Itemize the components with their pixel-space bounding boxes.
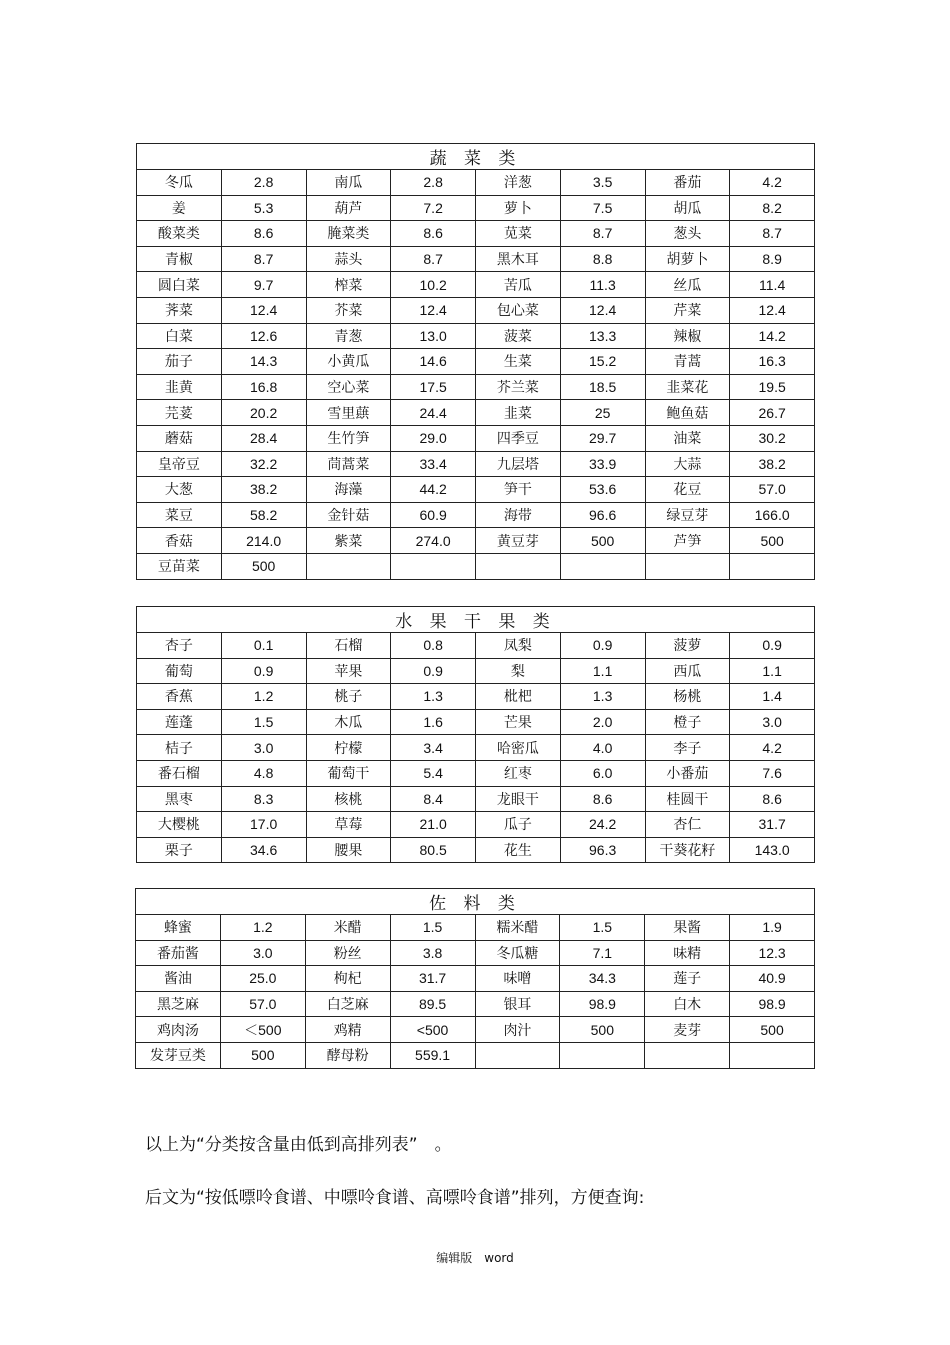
food-name-cell: 大樱桃 [137, 812, 222, 838]
food-name-cell: 油菜 [645, 425, 730, 451]
purine-value-cell: 89.5 [390, 991, 475, 1017]
food-name-cell: 麦芽 [645, 1017, 730, 1043]
food-name-cell: 桂圆干 [645, 786, 730, 812]
food-name-cell: 橙子 [645, 709, 730, 735]
food-name-cell: 九层塔 [476, 451, 561, 477]
purine-value-cell: 8.7 [560, 221, 645, 247]
table-row [137, 425, 815, 451]
food-name-cell: 味噌 [475, 966, 560, 992]
purine-value-cell: 0.9 [730, 633, 815, 659]
purine-value-cell: 2.8 [391, 170, 476, 196]
food-name-cell: 李子 [645, 735, 730, 761]
food-name-cell: 莲子 [645, 966, 730, 992]
food-name-cell: 蘑菇 [137, 425, 222, 451]
purine-value-cell: 2.8 [221, 170, 306, 196]
food-name-cell: 萝卜 [476, 195, 561, 221]
food-name-cell: 海带 [476, 502, 561, 528]
food-name-cell: 杨桃 [645, 684, 730, 710]
purine-value-cell: 0.9 [391, 658, 476, 684]
purine-value-cell: 12.4 [391, 297, 476, 323]
food-name-cell: 小番茄 [645, 760, 730, 786]
purine-value-cell: 8.6 [391, 221, 476, 247]
food-name-cell: 葡萄干 [306, 760, 391, 786]
food-name-cell: 韭菜 [476, 400, 561, 426]
food-name-cell: 圆白菜 [137, 272, 222, 298]
purine-value-cell: 15.2 [560, 349, 645, 375]
purine-value-cell: 500 [560, 1017, 645, 1043]
purine-value-cell: 9.7 [221, 272, 306, 298]
purine-value-cell: 14.2 [730, 323, 815, 349]
purine-value-cell: 8.9 [730, 246, 815, 272]
purine-value-cell: 11.4 [730, 272, 815, 298]
food-name-cell: 杏子 [137, 633, 222, 659]
food-name-cell: 生竹笋 [306, 425, 391, 451]
purine-value-cell: 1.3 [560, 684, 645, 710]
purine-value-cell: 32.2 [221, 451, 306, 477]
purine-value-cell: 3.0 [730, 709, 815, 735]
table-row [136, 966, 815, 992]
food-name-cell: 南瓜 [306, 170, 391, 196]
purine-value-cell: 500 [730, 1017, 815, 1043]
food-name-cell: 绿豆芽 [645, 502, 730, 528]
purine-value-cell: 1.4 [730, 684, 815, 710]
food-name-cell: 苦瓜 [476, 272, 561, 298]
food-name-cell: 鸡肉汤 [136, 1017, 221, 1043]
purine-value-cell: 500 [560, 528, 645, 554]
food-name-cell: 芥菜 [306, 297, 391, 323]
purine-value-cell: 80.5 [391, 837, 476, 863]
food-name-cell: 核桃 [306, 786, 391, 812]
food-name-cell: 芹菜 [645, 297, 730, 323]
table-row [137, 786, 815, 812]
purine-value-cell: 30.2 [730, 425, 815, 451]
purine-value-cell: 31.7 [390, 966, 475, 992]
food-name-cell: 包心菜 [476, 297, 561, 323]
food-name-cell: 黑木耳 [476, 246, 561, 272]
purine-value-cell: 8.2 [730, 195, 815, 221]
purine-value-cell: 8.6 [221, 221, 306, 247]
food-name-cell: 冬瓜糖 [475, 940, 560, 966]
food-name-cell: 苹果 [306, 658, 391, 684]
food-name-cell [476, 553, 561, 579]
food-name-cell: 酱油 [136, 966, 221, 992]
purine-value-cell: 1.5 [221, 709, 306, 735]
purine-value-cell: 500 [221, 553, 306, 579]
food-name-cell: 鲍鱼菇 [645, 400, 730, 426]
purine-value-cell: 12.3 [730, 940, 815, 966]
table-row [137, 374, 815, 400]
table-row [137, 812, 815, 838]
purine-value-cell: 5.3 [221, 195, 306, 221]
purine-value-cell: 38.2 [221, 477, 306, 503]
purine-value-cell: 8.6 [560, 786, 645, 812]
purine-value-cell: 1.1 [730, 658, 815, 684]
table-row [136, 915, 815, 941]
purine-value-cell: <500 [390, 1017, 475, 1043]
purine-value-cell: 6.0 [560, 760, 645, 786]
vegetables-body [137, 170, 815, 580]
seasonings-body [136, 915, 815, 1069]
food-name-cell: 青椒 [137, 246, 222, 272]
purine-value-cell: 34.3 [560, 966, 645, 992]
food-name-cell: 果酱 [645, 915, 730, 941]
food-name-cell: 空心菜 [306, 374, 391, 400]
table-row [137, 735, 815, 761]
food-name-cell: 凤梨 [476, 633, 561, 659]
food-name-cell: 西瓜 [645, 658, 730, 684]
purine-value-cell: 98.9 [730, 991, 815, 1017]
table-row [137, 246, 815, 272]
purine-value-cell: 3.0 [221, 735, 306, 761]
food-name-cell: 韭黄 [137, 374, 222, 400]
purine-value-cell: 8.8 [560, 246, 645, 272]
purine-value-cell: 4.0 [560, 735, 645, 761]
table-row [137, 297, 815, 323]
food-name-cell: 蒜头 [306, 246, 391, 272]
purine-value-cell: 5.4 [391, 760, 476, 786]
food-name-cell: 石榴 [306, 633, 391, 659]
purine-value-cell: 57.0 [220, 991, 305, 1017]
food-name-cell: 干葵花籽 [645, 837, 730, 863]
purine-value-cell: 1.1 [560, 658, 645, 684]
food-name-cell: 米醋 [305, 915, 390, 941]
table-row [137, 349, 815, 375]
purine-value-cell: 8.4 [391, 786, 476, 812]
food-name-cell: 豆苗菜 [137, 553, 222, 579]
purine-value-cell: 2.0 [560, 709, 645, 735]
purine-value-cell: 7.1 [560, 940, 645, 966]
food-name-cell: 笋干 [476, 477, 561, 503]
purine-value-cell: 1.6 [391, 709, 476, 735]
table-row [137, 195, 815, 221]
purine-value-cell: 58.2 [221, 502, 306, 528]
purine-value-cell: 96.3 [560, 837, 645, 863]
food-name-cell: 番茄酱 [136, 940, 221, 966]
vegetables-title: 蔬 菜 类 [137, 144, 815, 170]
purine-value-cell: 33.4 [391, 451, 476, 477]
purine-value-cell: 21.0 [391, 812, 476, 838]
food-name-cell: 胡瓜 [645, 195, 730, 221]
purine-value-cell: 1.9 [730, 915, 815, 941]
purine-value-cell: 13.0 [391, 323, 476, 349]
table-row [137, 272, 815, 298]
table-row [137, 170, 815, 196]
food-name-cell: 草莓 [306, 812, 391, 838]
next-section-paragraph: 后文为“按低嘌呤食谱、中嘌呤食谱、高嘌呤食谱”排列，方便查询: [145, 1188, 645, 1208]
purine-value-cell: 17.0 [221, 812, 306, 838]
table-row [136, 991, 815, 1017]
purine-value-cell: 44.2 [391, 477, 476, 503]
purine-value-cell: 559.1 [390, 1042, 475, 1068]
food-name-cell: 枸杞 [305, 966, 390, 992]
purine-value-cell: 98.9 [560, 991, 645, 1017]
purine-value-cell: 31.7 [730, 812, 815, 838]
table-row [137, 528, 815, 554]
food-name-cell [306, 553, 391, 579]
food-name-cell: 葫芦 [306, 195, 391, 221]
page-footer: 编辑版 word [436, 1251, 514, 1265]
purine-value-cell: 14.3 [221, 349, 306, 375]
food-name-cell [645, 553, 730, 579]
food-name-cell: 番石榴 [137, 760, 222, 786]
purine-value-cell: 0.8 [391, 633, 476, 659]
food-name-cell: 芫荽 [137, 400, 222, 426]
purine-value-cell: 16.8 [221, 374, 306, 400]
food-name-cell [475, 1042, 560, 1068]
food-name-cell: 辣椒 [645, 323, 730, 349]
food-name-cell: 胡萝卜 [645, 246, 730, 272]
summary-paragraph: 以上为“分类按含量由低到高排列表” 。 [145, 1135, 452, 1155]
purine-value-cell: 12.4 [221, 297, 306, 323]
purine-value-cell [730, 553, 815, 579]
purine-value-cell: 24.2 [560, 812, 645, 838]
table-row [136, 1017, 815, 1043]
purine-value-cell: 26.7 [730, 400, 815, 426]
purine-value-cell [730, 1042, 815, 1068]
purine-value-cell: 96.6 [560, 502, 645, 528]
purine-value-cell: 11.3 [560, 272, 645, 298]
purine-value-cell: 500 [730, 528, 815, 554]
food-name-cell: 味精 [645, 940, 730, 966]
food-name-cell: 桔子 [137, 735, 222, 761]
food-name-cell: 番茄 [645, 170, 730, 196]
purine-value-cell: 8.7 [730, 221, 815, 247]
seasonings-table [135, 888, 815, 1069]
food-name-cell: 韭菜花 [645, 374, 730, 400]
table-row [137, 760, 815, 786]
food-name-cell: 洋葱 [476, 170, 561, 196]
food-name-cell: 冬瓜 [137, 170, 222, 196]
purine-value-cell: 1.2 [221, 684, 306, 710]
purine-value-cell: 1.3 [391, 684, 476, 710]
purine-value-cell: 4.2 [730, 735, 815, 761]
food-name-cell: 紫菜 [306, 528, 391, 554]
table-row [137, 553, 815, 579]
food-name-cell: 姜 [137, 195, 222, 221]
table-row [137, 400, 815, 426]
food-name-cell: 青葱 [306, 323, 391, 349]
purine-value-cell: 0.1 [221, 633, 306, 659]
food-name-cell: 皇帝豆 [137, 451, 222, 477]
food-name-cell: 发芽豆类 [136, 1042, 221, 1068]
purine-value-cell: 34.6 [221, 837, 306, 863]
food-name-cell: 生菜 [476, 349, 561, 375]
table-row [137, 633, 815, 659]
food-name-cell: 腌菜类 [306, 221, 391, 247]
purine-value-cell: 500 [220, 1042, 305, 1068]
purine-value-cell: 7.5 [560, 195, 645, 221]
food-name-cell: 酵母粉 [305, 1042, 390, 1068]
purine-value-cell: 53.6 [560, 477, 645, 503]
table-row [137, 684, 815, 710]
purine-value-cell: 19.5 [730, 374, 815, 400]
purine-value-cell: 25 [560, 400, 645, 426]
food-name-cell: 雪里蕻 [306, 400, 391, 426]
food-name-cell: 四季豆 [476, 425, 561, 451]
purine-value-cell: 1.5 [390, 915, 475, 941]
purine-value-cell: 18.5 [560, 374, 645, 400]
food-name-cell: 柠檬 [306, 735, 391, 761]
food-name-cell: 酸菜类 [137, 221, 222, 247]
food-name-cell: 香蕉 [137, 684, 222, 710]
table-row [137, 709, 815, 735]
purine-value-cell: 12.6 [221, 323, 306, 349]
purine-value-cell: 7.6 [730, 760, 815, 786]
food-name-cell: 海藻 [306, 477, 391, 503]
purine-value-cell: 3.0 [220, 940, 305, 966]
purine-value-cell: 4.8 [221, 760, 306, 786]
food-name-cell: 菠萝 [645, 633, 730, 659]
purine-value-cell: 12.4 [560, 297, 645, 323]
food-name-cell: 青蒿 [645, 349, 730, 375]
food-name-cell: 苋菜 [476, 221, 561, 247]
table-row [137, 477, 815, 503]
purine-value-cell: 3.4 [391, 735, 476, 761]
food-name-cell: 花生 [476, 837, 561, 863]
purine-value-cell: 60.9 [391, 502, 476, 528]
food-name-cell: 菠菜 [476, 323, 561, 349]
food-name-cell: 莲蓬 [137, 709, 222, 735]
purine-value-cell: 40.9 [730, 966, 815, 992]
food-name-cell: 白芝麻 [305, 991, 390, 1017]
vegetables-table [136, 143, 815, 580]
purine-value-cell: 16.3 [730, 349, 815, 375]
food-name-cell: 枇杷 [476, 684, 561, 710]
purine-value-cell: 8.3 [221, 786, 306, 812]
purine-value-cell: 7.2 [391, 195, 476, 221]
purine-value-cell [560, 553, 645, 579]
table-row [137, 658, 815, 684]
purine-value-cell: 20.2 [221, 400, 306, 426]
food-name-cell: 芒果 [476, 709, 561, 735]
purine-value-cell: 1.2 [220, 915, 305, 941]
food-name-cell: 红枣 [476, 760, 561, 786]
purine-value-cell: 12.4 [730, 297, 815, 323]
fruits-table [136, 606, 815, 863]
purine-value-cell [560, 1042, 645, 1068]
food-name-cell: 哈密瓜 [476, 735, 561, 761]
food-name-cell: 白菜 [137, 323, 222, 349]
table-row [137, 837, 815, 863]
table-row [137, 323, 815, 349]
food-name-cell: 丝瓜 [645, 272, 730, 298]
purine-value-cell: ＜500 [220, 1017, 305, 1043]
purine-value-cell [391, 553, 476, 579]
food-name-cell: 金针菇 [306, 502, 391, 528]
purine-value-cell: 8.6 [730, 786, 815, 812]
purine-value-cell: 0.9 [560, 633, 645, 659]
purine-value-cell: 25.0 [220, 966, 305, 992]
food-name-cell [645, 1042, 730, 1068]
food-name-cell: 荠菜 [137, 297, 222, 323]
food-name-cell: 白木 [645, 991, 730, 1017]
purine-value-cell: 17.5 [391, 374, 476, 400]
food-name-cell: 小黄瓜 [306, 349, 391, 375]
food-name-cell: 大葱 [137, 477, 222, 503]
purine-value-cell: 38.2 [730, 451, 815, 477]
food-name-cell: 黑芝麻 [136, 991, 221, 1017]
food-name-cell: 梨 [476, 658, 561, 684]
table-row [136, 1042, 815, 1068]
food-name-cell: 粉丝 [305, 940, 390, 966]
food-name-cell: 肉汁 [475, 1017, 560, 1043]
food-name-cell: 菜豆 [137, 502, 222, 528]
food-name-cell: 糯米醋 [475, 915, 560, 941]
food-name-cell: 大蒜 [645, 451, 730, 477]
food-name-cell: 木瓜 [306, 709, 391, 735]
food-name-cell: 葡萄 [137, 658, 222, 684]
food-name-cell: 黑枣 [137, 786, 222, 812]
food-name-cell: 杏仁 [645, 812, 730, 838]
fruits-body [137, 633, 815, 863]
purine-value-cell: 57.0 [730, 477, 815, 503]
fruits-title: 水 果 干 果 类 [137, 607, 815, 633]
purine-value-cell: 166.0 [730, 502, 815, 528]
purine-value-cell: 28.4 [221, 425, 306, 451]
food-name-cell: 瓜子 [476, 812, 561, 838]
purine-value-cell: 33.9 [560, 451, 645, 477]
seasonings-title: 佐 料 类 [136, 889, 815, 915]
purine-value-cell: 274.0 [391, 528, 476, 554]
purine-value-cell: 14.6 [391, 349, 476, 375]
food-name-cell: 茄子 [137, 349, 222, 375]
food-name-cell: 腰果 [306, 837, 391, 863]
food-name-cell: 银耳 [475, 991, 560, 1017]
food-name-cell: 榨菜 [306, 272, 391, 298]
purine-value-cell: 10.2 [391, 272, 476, 298]
purine-value-cell: 143.0 [730, 837, 815, 863]
purine-value-cell: 24.4 [391, 400, 476, 426]
purine-value-cell: 13.3 [560, 323, 645, 349]
food-name-cell: 蜂蜜 [136, 915, 221, 941]
food-name-cell: 香菇 [137, 528, 222, 554]
table-row [137, 451, 815, 477]
food-name-cell: 花豆 [645, 477, 730, 503]
purine-value-cell: 8.7 [221, 246, 306, 272]
purine-value-cell: 0.9 [221, 658, 306, 684]
food-name-cell: 龙眼干 [476, 786, 561, 812]
table-row [137, 221, 815, 247]
food-name-cell: 桃子 [306, 684, 391, 710]
purine-value-cell: 214.0 [221, 528, 306, 554]
food-name-cell: 茼蒿菜 [306, 451, 391, 477]
food-name-cell: 栗子 [137, 837, 222, 863]
food-name-cell: 黄豆芽 [476, 528, 561, 554]
table-row [137, 502, 815, 528]
table-row [136, 940, 815, 966]
purine-value-cell: 3.5 [560, 170, 645, 196]
purine-value-cell: 4.2 [730, 170, 815, 196]
purine-value-cell: 29.0 [391, 425, 476, 451]
food-name-cell: 芥兰菜 [476, 374, 561, 400]
purine-value-cell: 3.8 [390, 940, 475, 966]
food-name-cell: 葱头 [645, 221, 730, 247]
food-name-cell: 芦笋 [645, 528, 730, 554]
purine-value-cell: 29.7 [560, 425, 645, 451]
food-name-cell: 鸡精 [305, 1017, 390, 1043]
purine-value-cell: 8.7 [391, 246, 476, 272]
purine-value-cell: 1.5 [560, 915, 645, 941]
